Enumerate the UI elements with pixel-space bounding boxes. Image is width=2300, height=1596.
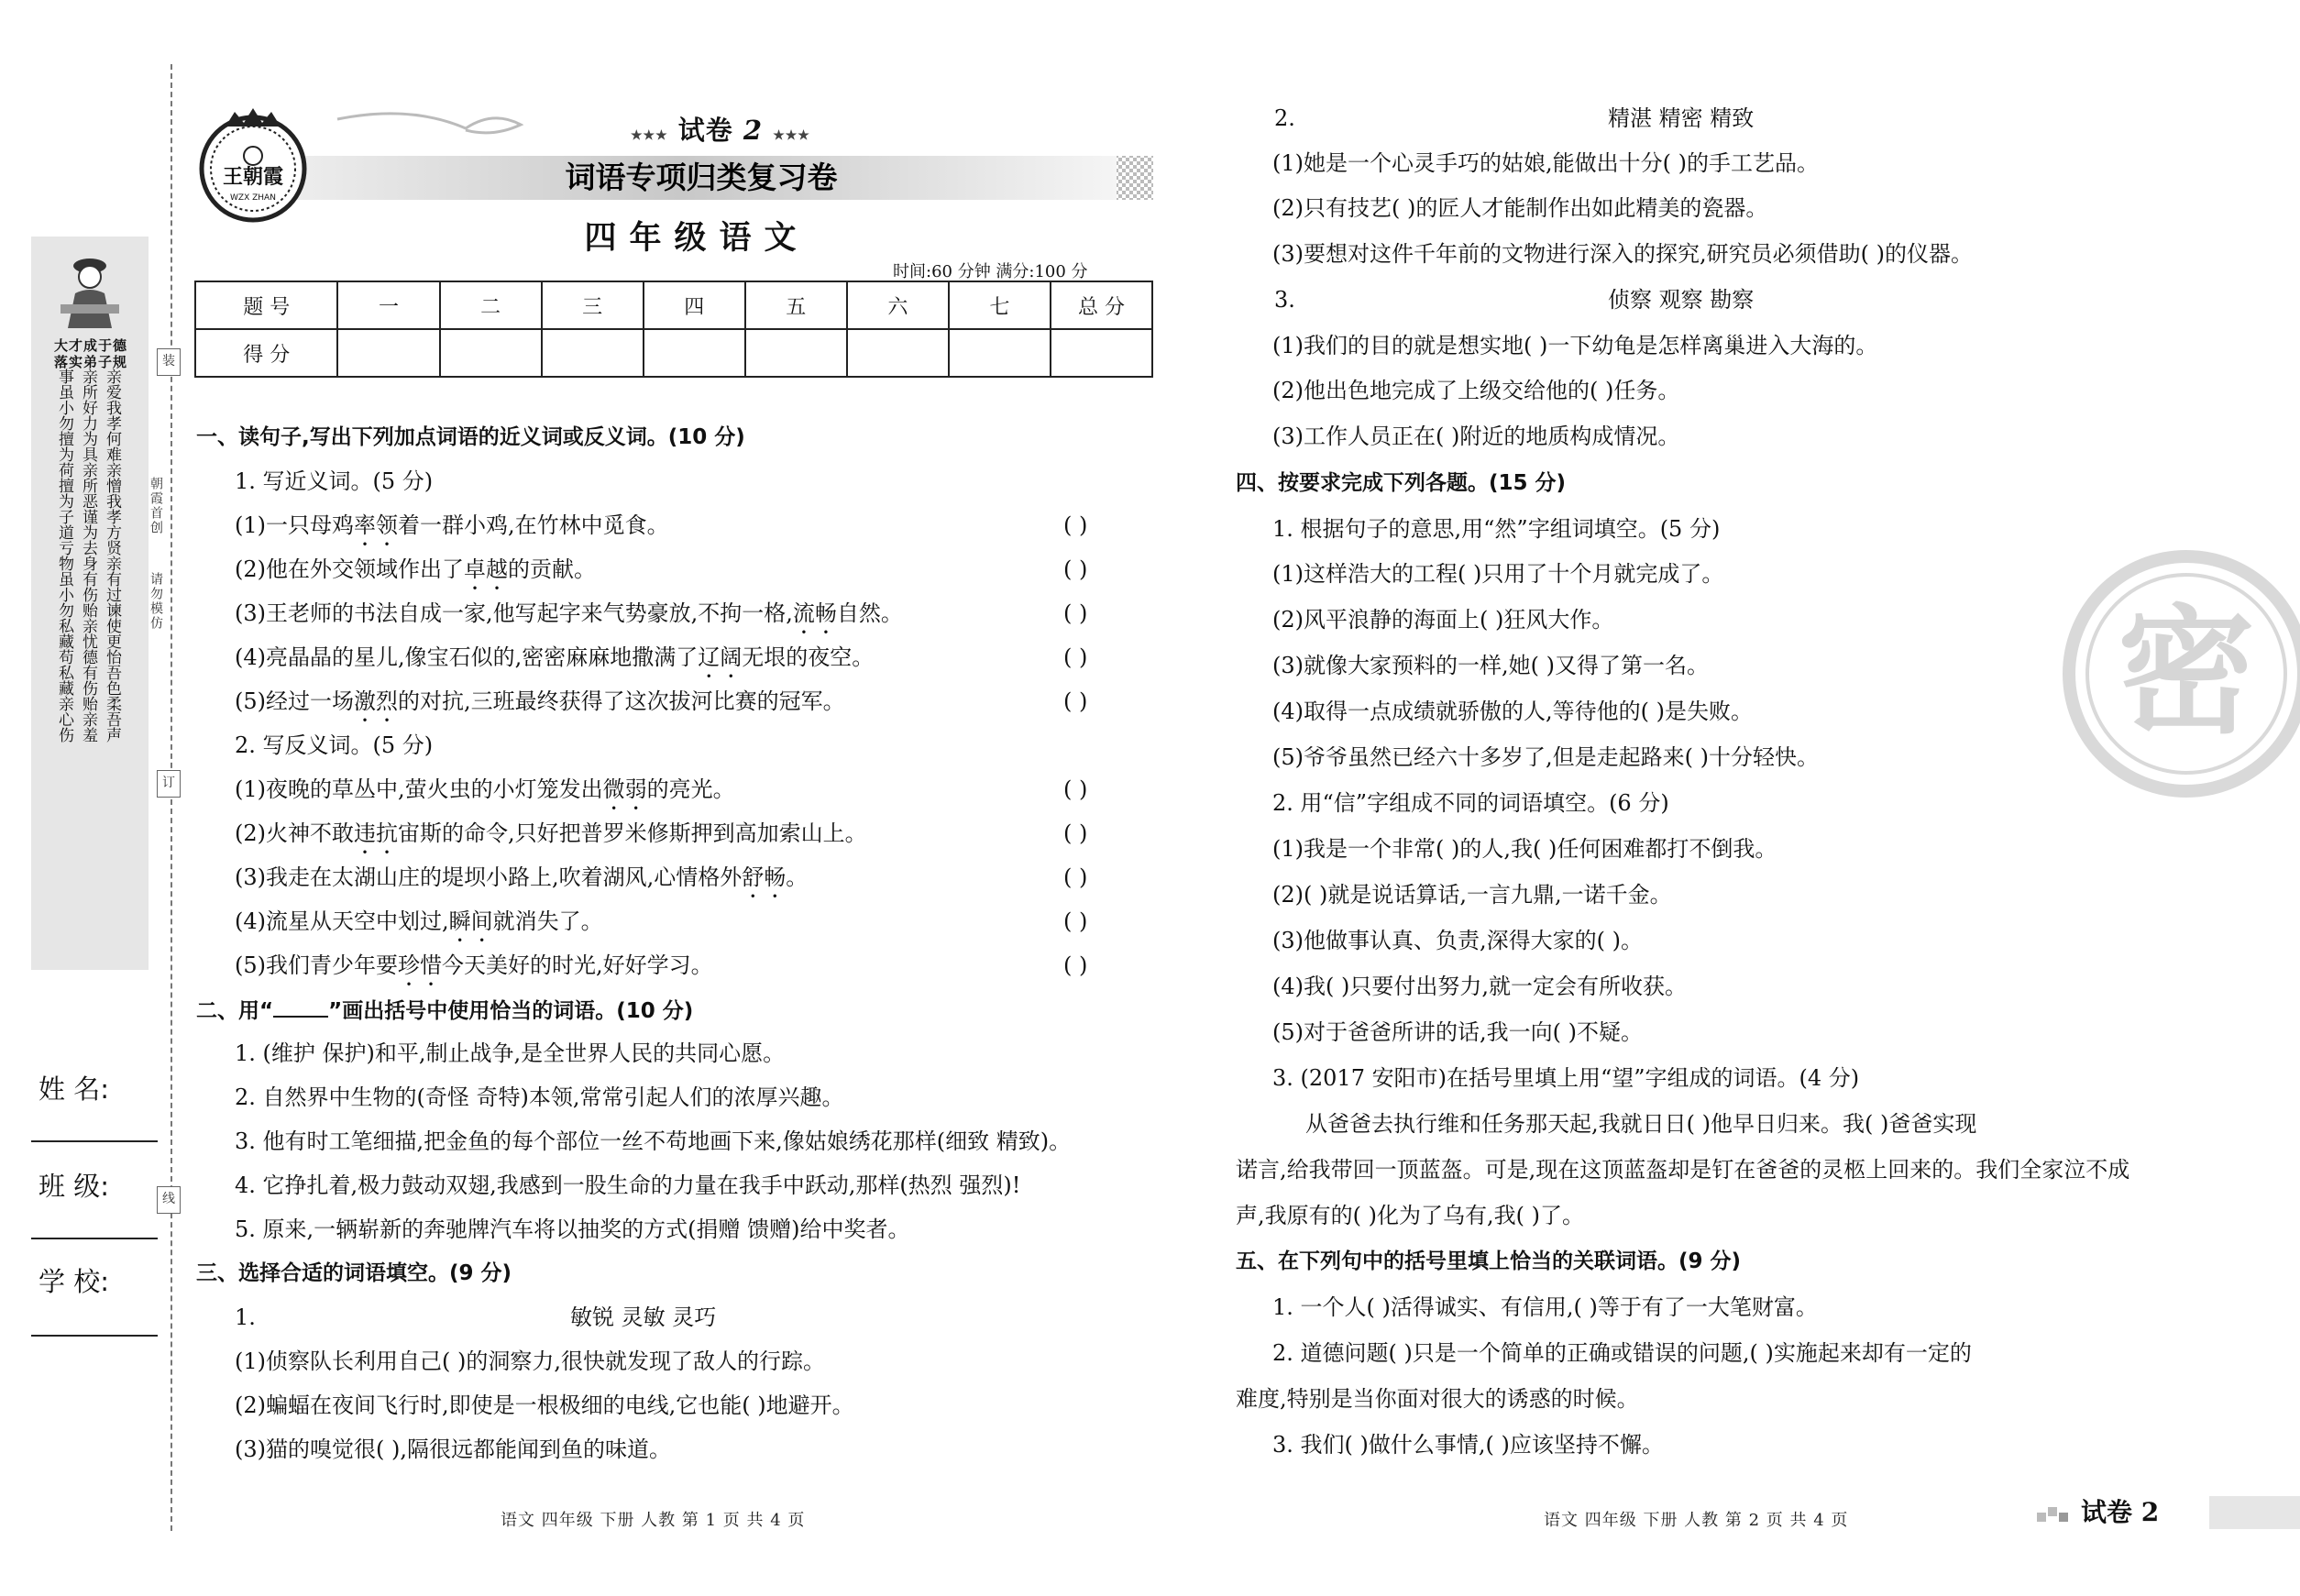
s4-q3-prompt: 3. (2017 安阳市)在括号里填上用“望”字组成的词语。(4 分) xyxy=(1272,1065,1860,1091)
s3-q1-word-bank: 敏锐 灵敏 灵巧 xyxy=(570,1304,717,1330)
score-table xyxy=(194,281,1153,378)
score-input-cell[interactable] xyxy=(1051,329,1152,377)
s4-q3-paragraph-line[interactable]: 从爸爸去执行维和任务那天起,我就日日( )他早日归来。我( )爸爸实现 xyxy=(1305,1111,1977,1137)
paper-label: 试卷 xyxy=(677,115,733,146)
s4-q1-item-3[interactable]: (3)就像大家预料的一样,她( )又得了第一名。 xyxy=(1272,653,1709,678)
dotted-word: 舒畅 xyxy=(742,864,787,890)
scholar-figure-icon xyxy=(48,246,132,330)
s1-q2-item-3: (3)我走在太湖山庄的堤坝小路上,吹着湖风,心情格外舒畅。 xyxy=(235,864,809,890)
answer-box[interactable]: ( ) xyxy=(1063,776,1088,802)
stars-right: ★★★ xyxy=(773,128,810,143)
score-input-cell[interactable] xyxy=(337,329,439,377)
binding-mark-3: 线 xyxy=(157,1186,181,1214)
dotted-word: 微弱 xyxy=(602,776,647,802)
s4-q2-item-5[interactable]: (5)对于爸爸所讲的话,我一向( )不疑。 xyxy=(1272,1019,1643,1045)
dotted-word: 违抗 xyxy=(354,820,398,846)
score-table-cell: 五 xyxy=(745,281,847,329)
s3-q2-item-2[interactable]: (2)只有技艺( )的匠人才能制作出如此精美的瓷器。 xyxy=(1272,195,1768,221)
dotted-word: 率领 xyxy=(354,512,398,538)
s4-q2-item-2[interactable]: (2)( )就是说话算话,一言九鼎,一诺千金。 xyxy=(1272,882,1672,908)
s1-q2-item-5: (5)我们青少年要珍惜今天美好的时光,好好学习。 xyxy=(235,952,713,978)
s4-q1-item-5[interactable]: (5)爷爷虽然已经六十多岁了,但是走起路来( )十分轻快。 xyxy=(1272,744,1819,770)
section-2-title-a: 二、用“ xyxy=(196,999,274,1023)
s1-q2-prompt: 2. 写反义词。(5 分) xyxy=(235,732,434,758)
answer-box[interactable]: ( ) xyxy=(1063,600,1088,626)
s3-q1-number: 1. xyxy=(235,1304,256,1330)
score-table-cell: 总 分 xyxy=(1051,281,1152,329)
s4-q2-prompt: 2. 用“信”字组成不同的词语填空。(6 分) xyxy=(1272,790,1669,816)
margin-note-2: 请勿模仿 xyxy=(149,572,163,631)
s4-q2-item-1[interactable]: (1)我是一个非常( )的人,我( )任何困难都打不倒我。 xyxy=(1272,836,1777,862)
s1-q2-item-1: (1)夜晚的草丛中,萤火虫的小灯笼发出微弱的亮光。 xyxy=(235,776,735,802)
score-input-cell[interactable] xyxy=(949,329,1051,377)
subject-title: 四年级语文 xyxy=(584,220,809,257)
s5-item-1[interactable]: 1. 一个人( )活得诚实、有信用,( )等于有了一大笔财富。 xyxy=(1272,1294,1818,1320)
answer-box[interactable]: ( ) xyxy=(1063,952,1088,978)
section-1-title: 一、读句子,写出下列加点词语的近义词或反义词。(10 分) xyxy=(196,425,745,449)
s4-q3-paragraph-line: 诺言,给我带回一顶蓝盔。可是,现在这顶蓝盔却是钉在爸爸的灵柩上回来的。我们全家泣不成 xyxy=(1236,1157,2130,1183)
s3-q2-item-1[interactable]: (1)她是一个心灵手巧的姑娘,能做出十分( )的手工艺品。 xyxy=(1272,150,1819,176)
score-table-cell: 二 xyxy=(440,281,542,329)
s2-item-2[interactable]: 2. 自然界中生物的(奇怪 奇特)本领,常常引起人们的浓厚兴趣。 xyxy=(235,1084,844,1110)
exam-title: 词语专项归类复习卷 xyxy=(565,160,838,195)
section-2-title xyxy=(196,996,693,1025)
s3-q1-item-1[interactable]: (1)侦察队长利用自己( )的洞察力,很快就发现了敌人的行踪。 xyxy=(235,1348,825,1374)
corner-pattern-icon xyxy=(2037,1503,2077,1524)
motto-head-2: 落实弟子规 xyxy=(53,354,127,370)
underline-sample xyxy=(273,996,328,1018)
name-field[interactable] xyxy=(31,1140,158,1142)
s3-q1-item-2[interactable]: (2)蝙蝠在夜间飞行时,即使是一根极细的电线,它也能( )地避开。 xyxy=(235,1392,854,1418)
score-table-cell: 一 xyxy=(337,281,439,329)
dotted-word: 激烈 xyxy=(354,688,398,714)
score-input-cell[interactable] xyxy=(542,329,644,377)
score-input-cell[interactable] xyxy=(745,329,847,377)
s5-item-2[interactable]: 2. 道德问题( )只是一个简单的正确或错误的问题,( )实施起来却有一定的 xyxy=(1272,1340,1972,1366)
dotted-word: 瞬间 xyxy=(448,908,493,934)
section-4-title: 四、按要求完成下列各题。(15 分) xyxy=(1236,471,1567,495)
answer-box[interactable]: ( ) xyxy=(1063,820,1088,846)
school-field[interactable] xyxy=(31,1335,158,1337)
s3-q3-item-3[interactable]: (3)工作人员正在( )附近的地质构成情况。 xyxy=(1272,424,1680,449)
page-1-footer: 语文 四年级 下册 人教 第 1 页 共 4 页 xyxy=(501,1511,806,1530)
score-table-cell: 四 xyxy=(644,281,745,329)
score-input-cell[interactable] xyxy=(440,329,542,377)
answer-box[interactable]: ( ) xyxy=(1063,864,1088,890)
s4-q2-item-4[interactable]: (4)我( )只要付出努力,就一定会有所收获。 xyxy=(1272,974,1687,999)
logo-text: 王朝霞 xyxy=(222,165,284,189)
corner-paper-label: 试卷 2 xyxy=(2081,1497,2160,1527)
s1-q1-item-2: (2)他在外交领域作出了卓越的贡献。 xyxy=(235,556,596,582)
s4-q2-item-3[interactable]: (3)他做事认真、负责,深得大家的( )。 xyxy=(1272,928,1643,953)
s2-item-1[interactable]: 1. (维护 保护)和平,制止战争,是全世界人民的共同心愿。 xyxy=(235,1040,786,1066)
paper-number: 2 xyxy=(743,115,764,146)
s1-q1-item-5: (5)经过一场激烈的对抗,三班最终获得了这次拔河比赛的冠军。 xyxy=(235,688,845,714)
seal-char: 密 xyxy=(2117,593,2256,753)
score-table-cell: 七 xyxy=(949,281,1051,329)
logo-subtext: WZX ZHAN xyxy=(230,193,276,203)
section-3-title: 三、选择合适的词语填空。(9 分) xyxy=(196,1261,512,1285)
margin-note-1: 朝霞首创 xyxy=(149,477,163,535)
class-field[interactable] xyxy=(31,1238,158,1239)
dotted-word: 珍惜 xyxy=(398,952,442,978)
s4-q1-item-4[interactable]: (4)取得一点成绩就骄傲的人,等待他的( )是失败。 xyxy=(1272,699,1753,724)
dotted-word: 卓越 xyxy=(464,556,508,582)
time-score-info: 时间:60 分钟 满分:100 分 xyxy=(893,262,1088,281)
motto-column-3: 事虽小勿擅为荷擅为子道亏物虽小勿私藏苟私藏亲心伤 xyxy=(55,369,73,743)
score-table-cell: 题 号 xyxy=(195,281,337,329)
s4-q1-item-2[interactable]: (2)风平浪静的海面上( )狂风大作。 xyxy=(1272,607,1614,633)
answer-box[interactable]: ( ) xyxy=(1063,644,1088,670)
motto-column-2: 亲所好力为具亲所恶谨为去身有伤贻亲忧德有伤贻亲羞 xyxy=(79,369,97,743)
s1-q1-prompt: 1. 写近义词。(5 分) xyxy=(235,468,434,494)
answer-box[interactable]: ( ) xyxy=(1063,512,1088,538)
s1-q2-item-2: (2)火神不敢违抗宙斯的命令,只好把普罗米修斯押到高加索山上。 xyxy=(235,820,867,846)
publisher-logo xyxy=(194,106,312,224)
section-2-title-b: ”画出括号中使用恰当的词语。(10 分) xyxy=(328,999,694,1023)
s3-q2-word-bank: 精湛 精密 精致 xyxy=(1608,105,1755,131)
score-table-header-row xyxy=(195,281,1152,329)
score-table-score-row xyxy=(195,329,1152,377)
binding-mark-2: 订 xyxy=(157,770,181,798)
s5-item-2-cont: 难度,特别是当你面对很大的诱惑的时候。 xyxy=(1236,1386,1639,1412)
corner-bar xyxy=(2209,1496,2300,1529)
s2-item-5[interactable]: 5. 原来,一辆崭新的奔驰牌汽车将以抽奖的方式(捐赠 馈赠)给中奖者。 xyxy=(235,1216,910,1242)
s1-q1-item-1: (1)一只母鸡率领着一群小鸡,在竹林中觅食。 xyxy=(235,512,669,538)
s1-q2-item-4: (4)流星从天空中划过,瞬间就消失了。 xyxy=(235,908,603,934)
score-input-cell[interactable] xyxy=(644,329,745,377)
answer-box[interactable]: ( ) xyxy=(1063,688,1088,714)
answer-box[interactable]: ( ) xyxy=(1063,908,1088,934)
s4-q3-paragraph-line[interactable]: 声,我原有的( )化为了乌有,我( )了。 xyxy=(1236,1203,1584,1228)
s2-item-3[interactable]: 3. 他有时工笔细描,把金鱼的每个部位一丝不苟地画下来,像姑娘绣花那样(细致 精致)。 xyxy=(235,1128,1072,1154)
school-label: 学 校: xyxy=(39,1266,109,1297)
score-input-cell[interactable] xyxy=(847,329,949,377)
name-label: 姓 名: xyxy=(39,1073,109,1105)
binding-mark-1: 装 xyxy=(157,348,181,376)
s5-item-3[interactable]: 3. 我们( )做什么事情,( )应该坚持不懈。 xyxy=(1272,1432,1664,1458)
stars-left: ★★★ xyxy=(631,128,668,143)
score-table-cell: 得 分 xyxy=(195,329,337,377)
score-table-cell: 三 xyxy=(542,281,644,329)
section-5-title: 五、在下列句中的括号里填上恰当的关联词语。(9 分) xyxy=(1236,1249,1742,1273)
confidential-seal-icon xyxy=(2063,550,2300,798)
dotted-word: 流畅 xyxy=(792,600,837,626)
motto-column-1: 亲爱我孝何难亲憎我孝方贤亲有过谏使更怡吾色柔吾声 xyxy=(103,369,121,743)
page-2-footer: 语文 四年级 下册 人教 第 2 页 共 4 页 xyxy=(1544,1511,1849,1530)
s3-q1-item-3[interactable]: (3)猫的嗅觉很( ),隔很远都能闻到鱼的味道。 xyxy=(235,1436,671,1462)
s2-item-4[interactable]: 4. 它挣扎着,极力鼓动双翅,我感到一股生命的力量在我手中跃动,那样(热烈 强烈)! xyxy=(235,1172,1021,1198)
dotted-word: 辽阔 xyxy=(698,644,743,670)
s3-q3-item-2[interactable]: (2)他出色地完成了上级交给他的( )任务。 xyxy=(1272,378,1680,403)
s3-q3-number: 3. xyxy=(1274,287,1295,313)
s3-q3-word-bank: 侦察 观察 勘察 xyxy=(1608,287,1755,313)
motto-head-1: 大才成于德 xyxy=(53,337,127,354)
s4-q1-item-1[interactable]: (1)这样浩大的工程( )只用了十个月就完成了。 xyxy=(1272,561,1724,587)
score-table-cell: 六 xyxy=(847,281,949,329)
s1-q1-item-4: (4)亮晶晶的星儿,像宝石似的,密密麻麻地撒满了辽阔无垠的夜空。 xyxy=(235,644,875,670)
s1-q1-item-3: (3)王老师的书法自成一家,他写起字来气势豪放,不拘一格,流畅自然。 xyxy=(235,600,903,626)
s3-q2-number: 2. xyxy=(1274,105,1295,131)
binding-dash-line xyxy=(171,64,172,1531)
s4-q1-prompt: 1. 根据句子的意思,用“然”字组词填空。(5 分) xyxy=(1272,516,1721,542)
answer-box[interactable]: ( ) xyxy=(1063,556,1088,582)
s3-q2-item-3[interactable]: (3)要想对这件千年前的文物进行深入的探究,研究员必须借助( )的仪器。 xyxy=(1272,241,1973,267)
s3-q3-item-1[interactable]: (1)我们的目的就是想实地( )一下幼龟是怎样离巢进入大海的。 xyxy=(1272,333,1878,358)
class-label: 班 级: xyxy=(39,1171,109,1202)
paper-number-label xyxy=(631,110,810,148)
